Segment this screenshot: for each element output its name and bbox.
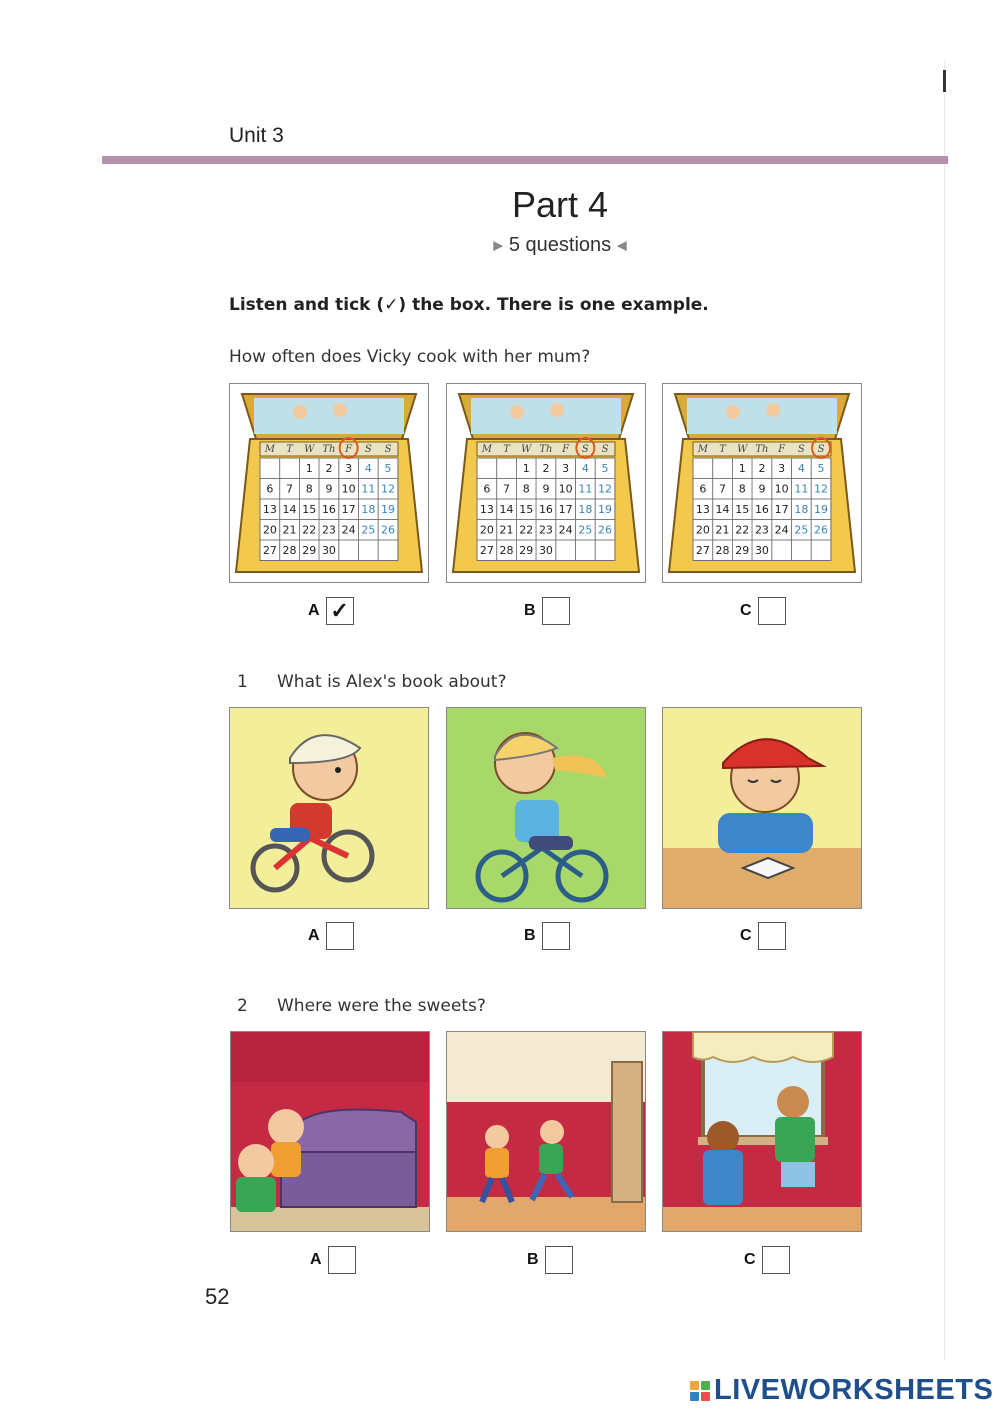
answer-checkbox[interactable]	[758, 922, 786, 950]
girl-on-bike-illustration	[447, 708, 645, 908]
calendar-date: 23	[538, 523, 553, 537]
calendar-date: 5	[601, 462, 609, 475]
calendar-day-label: S	[581, 444, 589, 455]
part-subtitle	[470, 234, 650, 257]
left-triangle-icon: ◀	[616, 237, 627, 253]
option-letter: A	[308, 602, 320, 619]
question-text: Where were the sweets?	[277, 996, 486, 1016]
calendar-day-label: S	[817, 444, 825, 455]
question-1-option-c	[740, 922, 786, 950]
calendar-date: 8	[522, 482, 530, 496]
calendar-date: 26	[598, 523, 613, 537]
calendar-date: 12	[381, 482, 396, 496]
calendar-date: 5	[384, 462, 392, 475]
question-1	[237, 672, 506, 692]
answer-checkbox[interactable]	[758, 597, 786, 625]
calendar-date: 25	[361, 523, 376, 537]
calendar-date: 27	[695, 544, 710, 557]
calendar-date: 26	[381, 523, 396, 537]
calendar-date: 29	[735, 544, 750, 557]
calendar-day-label: W	[737, 444, 748, 455]
calendar-date: 6	[266, 482, 274, 496]
calendar-date: 18	[361, 503, 376, 516]
calendar-date: 9	[325, 482, 333, 496]
calendar-date: 7	[719, 482, 727, 496]
calendar-day-label: W	[521, 444, 532, 455]
answer-checkbox[interactable]	[326, 922, 354, 950]
calendar-day-label: T	[286, 444, 293, 455]
instruction-text: Listen and tick (✓) the box. There is one example.	[229, 295, 709, 315]
children-behind-sofa-illustration	[231, 1032, 429, 1231]
calendar-day-label: S	[797, 444, 805, 455]
question-1-option-b	[524, 922, 570, 950]
calendar-date: 20	[479, 523, 494, 537]
question-2-option-c	[744, 1246, 790, 1274]
question-2	[237, 996, 486, 1016]
liveworksheets-logo-icon	[690, 1381, 710, 1401]
question-1-picture-a	[229, 707, 429, 909]
calendar-date: 7	[286, 482, 294, 496]
calendar-date: 2	[758, 462, 766, 475]
question-number: 1	[237, 672, 248, 692]
calendar-date: 7	[503, 482, 511, 496]
calendar-day-label: F	[778, 444, 786, 455]
question-2-picture-c	[662, 1031, 862, 1232]
page-tick	[943, 70, 946, 92]
calendar-date: 19	[598, 503, 613, 516]
calendar-date: 30	[538, 544, 553, 557]
calendar-date: 18	[794, 503, 809, 516]
part-title: Part 4	[511, 184, 609, 225]
calendar-date: 2	[542, 462, 550, 475]
calendar-date: 20	[695, 523, 710, 537]
example-question	[229, 347, 590, 367]
calendar-date: 13	[695, 503, 710, 516]
calendar-day-label: M	[697, 444, 708, 455]
calendar-date: 20	[262, 523, 277, 537]
calendar-day-label: M	[264, 444, 275, 455]
calendar-date: 19	[814, 503, 829, 516]
children-at-window-illustration	[663, 1032, 861, 1231]
calendar-date: 26	[814, 523, 829, 537]
example-question-text: How often does Vicky cook with her mum?	[229, 347, 591, 367]
page-edge	[944, 60, 945, 1360]
calendar-date: 6	[699, 482, 707, 496]
calendar-day-label: T	[719, 444, 726, 455]
question-2-picture-b	[446, 1031, 646, 1232]
calendar-date: 19	[381, 503, 396, 516]
calendar-date: 24	[558, 523, 573, 537]
calendar-date: 15	[302, 503, 317, 516]
calendar-day-label: S	[601, 444, 609, 455]
question-text: What is Alex's book about?	[277, 672, 507, 692]
calendar-date: 11	[794, 482, 809, 496]
calendar-date: 17	[341, 503, 356, 516]
calendar-date: 12	[814, 482, 829, 496]
calendar-date: 22	[302, 523, 317, 537]
calendar-date: 18	[578, 503, 593, 516]
calendar-date: 16	[321, 503, 336, 516]
unit-divider-bar	[102, 156, 948, 164]
option-letter: C	[740, 927, 752, 944]
calendar-day-label: Th	[755, 444, 769, 455]
example-picture-b	[446, 383, 646, 583]
question-1-picture-c	[662, 707, 862, 909]
answer-checkbox[interactable]	[542, 922, 570, 950]
calendar-date: 1	[522, 462, 530, 475]
calendar-date: 5	[817, 462, 825, 475]
calendar-day-label: Th	[539, 444, 553, 455]
question-1-picture-b	[446, 707, 646, 909]
calendar-date: 1	[738, 462, 746, 475]
calendar-date: 3	[562, 462, 570, 475]
calendar-day-label: S	[384, 444, 392, 455]
calendar-day-label: T	[503, 444, 510, 455]
calendar-date: 6	[483, 482, 491, 496]
calendar-illustration	[663, 384, 861, 582]
right-triangle-icon: ▶	[493, 237, 504, 253]
calendar-date: 21	[499, 523, 514, 537]
option-letter: A	[308, 927, 320, 944]
liveworksheets-brand	[690, 1374, 993, 1407]
calendar-date: 13	[262, 503, 277, 516]
question-2-picture-a	[230, 1031, 430, 1232]
calendar-illustration	[230, 384, 428, 582]
option-letter: B	[527, 1251, 539, 1268]
unit-label: Unit 3	[229, 124, 284, 147]
calendar-day-label: F	[562, 444, 570, 455]
example-picture-a	[229, 383, 429, 583]
boy-on-bike-illustration	[230, 708, 428, 908]
calendar-date: 14	[715, 503, 730, 516]
example-option-c	[740, 597, 786, 625]
calendar-date: 17	[774, 503, 789, 516]
calendar-date: 25	[578, 523, 593, 537]
calendar-date: 10	[558, 482, 573, 496]
calendar-day-label: Th	[322, 444, 336, 455]
calendar-date: 21	[715, 523, 730, 537]
calendar-date: 28	[282, 544, 297, 557]
calendar-date: 10	[774, 482, 789, 496]
calendar-date: 11	[578, 482, 593, 496]
calendar-date: 8	[738, 482, 746, 496]
calendar-date: 8	[305, 482, 313, 496]
calendar-date: 3	[778, 462, 786, 475]
answer-checkbox[interactable]	[542, 597, 570, 625]
calendar-date: 9	[542, 482, 550, 496]
calendar-date: 15	[519, 503, 534, 516]
part-subtitle-text: 5 questions	[508, 234, 612, 256]
calendar-day-label: F	[345, 444, 353, 455]
calendar-date: 4	[364, 462, 372, 475]
calendar-date: 4	[581, 462, 589, 475]
example-picture-c	[662, 383, 862, 583]
boy-reading-illustration	[663, 708, 861, 908]
example-option-a	[308, 597, 354, 625]
calendar-day-label: S	[364, 444, 372, 455]
calendar-date: 24	[341, 523, 356, 537]
calendar-date: 9	[758, 482, 766, 496]
question-2-option-a	[310, 1246, 356, 1274]
calendar-date: 21	[282, 523, 297, 537]
answer-checkbox[interactable]: ✓	[326, 597, 354, 625]
calendar-date: 27	[262, 544, 277, 557]
calendar-date: 15	[735, 503, 750, 516]
calendar-date: 2	[325, 462, 333, 475]
calendar-date: 24	[774, 523, 789, 537]
children-running-illustration	[447, 1032, 645, 1231]
calendar-date: 14	[282, 503, 297, 516]
calendar-date: 3	[345, 462, 353, 475]
calendar-date: 29	[519, 544, 534, 557]
calendar-date: 25	[794, 523, 809, 537]
example-option-b	[524, 597, 570, 625]
question-1-option-a	[308, 922, 354, 950]
option-letter: B	[524, 602, 536, 619]
calendar-date: 16	[754, 503, 769, 516]
calendar-date: 28	[499, 544, 514, 557]
calendar-date: 17	[558, 503, 573, 516]
calendar-date: 29	[302, 544, 317, 557]
calendar-date: 30	[754, 544, 769, 557]
calendar-date: 4	[797, 462, 805, 475]
calendar-date: 14	[499, 503, 514, 516]
calendar-day-label: M	[481, 444, 492, 455]
calendar-date: 11	[361, 482, 376, 496]
option-letter: A	[310, 1251, 322, 1268]
answer-checkbox[interactable]	[762, 1246, 790, 1274]
calendar-day-label: W	[304, 444, 315, 455]
calendar-date: 12	[598, 482, 613, 496]
page-number: 52	[205, 1284, 230, 1309]
calendar-date: 28	[715, 544, 730, 557]
question-number: 2	[237, 996, 248, 1016]
calendar-date: 27	[479, 544, 494, 557]
option-letter: B	[524, 927, 536, 944]
calendar-date: 23	[754, 523, 769, 537]
calendar-date: 22	[519, 523, 534, 537]
calendar-date: 30	[321, 544, 336, 557]
option-letter: C	[744, 1251, 756, 1268]
calendar-date: 1	[305, 462, 313, 475]
calendar-date: 16	[538, 503, 553, 516]
question-2-option-b	[527, 1246, 573, 1274]
answer-checkbox[interactable]	[545, 1246, 573, 1274]
brand-name: LIVEWORKSHEETS	[714, 1374, 994, 1406]
calendar-date: 23	[321, 523, 336, 537]
calendar-date: 13	[479, 503, 494, 516]
calendar-date: 22	[735, 523, 750, 537]
answer-checkbox[interactable]	[328, 1246, 356, 1274]
calendar-illustration	[447, 384, 645, 582]
calendar-date: 10	[341, 482, 356, 496]
option-letter: C	[740, 602, 752, 619]
